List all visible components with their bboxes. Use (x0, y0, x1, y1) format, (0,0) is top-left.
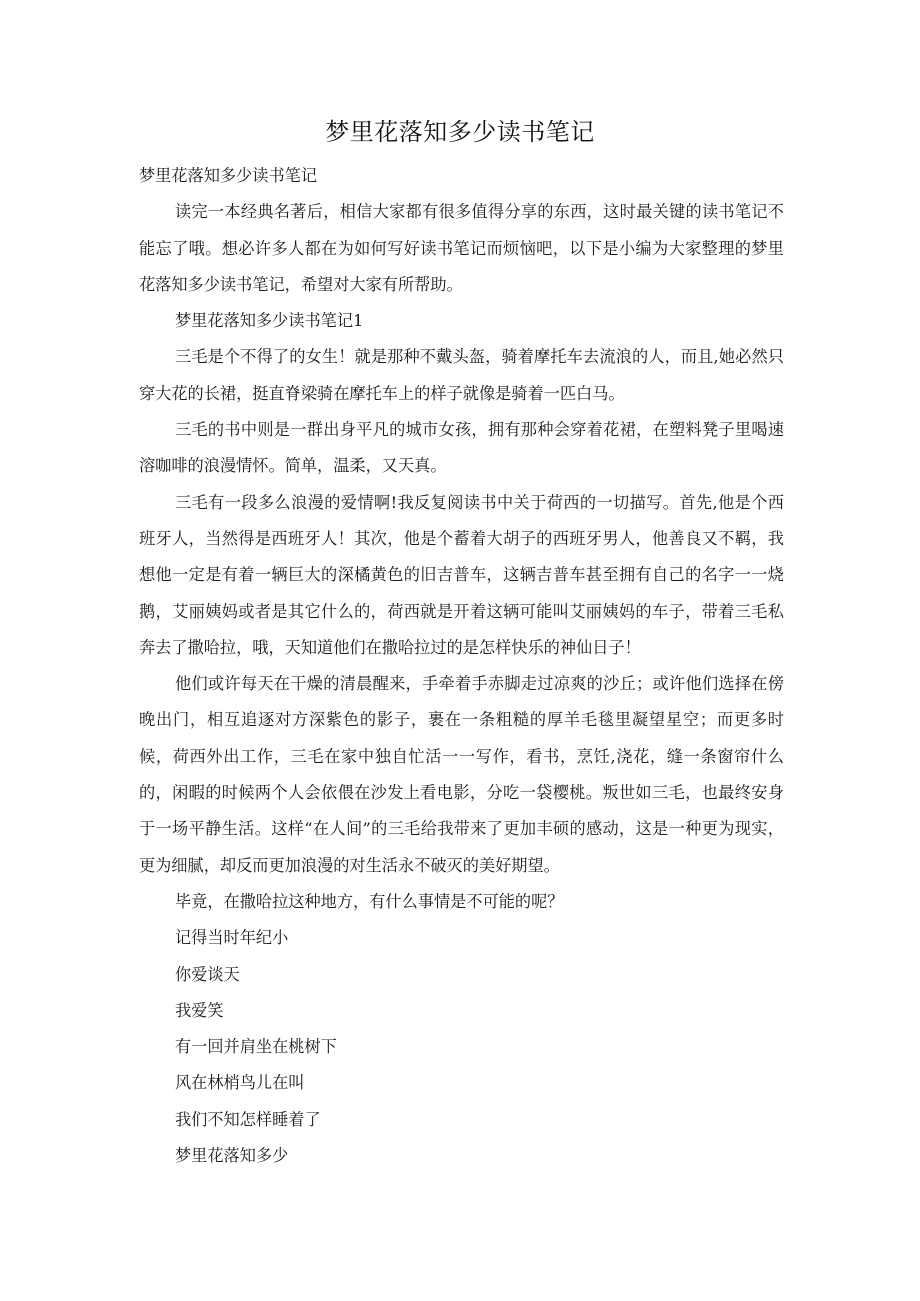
poem-line: 梦里花落知多少 (175, 1146, 289, 1166)
poem-line: 风在林梢鸟儿在叫 (175, 1073, 305, 1093)
poem-line: 我爱笑 (175, 1000, 224, 1020)
body-paragraph: 毕竟，在撒哈拉这种地方，有什么事情是不可能的呢？ (175, 891, 564, 911)
poem-line: 记得当时年纪小 (175, 928, 289, 948)
intro-paragraph: 读完一本经典名著后，相信大家都有很多值得分享的东西，这时最关键的读书笔记不能忘了哦。想必许多人都在为如何写好读书笔记而烦恼吧，以下是小编为大家整理的梦里花落知多少读书笔记，希望对大家有所帮助。 (139, 202, 784, 294)
body-paragraph: 三毛是个不得了的女生！就是那种不戴头盔，骑着摩托车去流浪的人，而且,她必然只穿大花的长裙，挺直脊梁骑在摩托车上的样子就像是骑着一匹白马。 (139, 347, 784, 403)
document-title: 梦里花落知多少读书笔记 (325, 118, 595, 146)
body-paragraph: 他们或许每天在干燥的清晨醒来，手牵着手赤脚走过凉爽的沙丘；或许他们选择在傍晚出门，相互追逐对方深紫色的影子，裹在一条粗糙的厚羊毛毯里凝望星空；而更多时候，荷西外出工作，三毛在家中独自忙活一一写作，看书，烹饪,浇花，缝一条窗帘什么的，闲暇的时候两个人会依偎在沙发上看电影，分吃一袋樱桃。叛世如三毛，也最终安身于一场平静生活。这样“在人间”的三毛给我带来了更加丰硕的感动，这是一种更为现实，更为细腻，却反而更加浪漫的对生活永不破灭的美好期望。 (139, 674, 784, 875)
poem-line: 我们不知怎样睡着了 (175, 1109, 321, 1129)
section-title: 梦里花落知多少读书笔记1 (175, 311, 364, 331)
heading-line: 梦里花落知多少读书笔记 (139, 166, 318, 185)
document-body (139, 158, 784, 1174)
body-paragraph: 三毛有一段多么浪漫的爱情啊!我反复阅读书中关于荷西的一切描写。首先,他是个西班牙人，当然得是西班牙人！其次，他是个蓄着大胡子的西班牙男人，他善良又不羁，我想他一定是有着一辆巨大的深橘黄色的旧吉普车，这辆吉普车甚至拥有自己的名字一一烧鹅，艾丽姨妈或者是其它什么的，荷西就是开着这辆可能叫艾丽姨妈的车子，带着三毛私奔去了撒哈拉，哦，天知道他们在撒哈拉过的是怎样快乐的神仙日子！ (139, 492, 784, 657)
poem-line: 你爱谈天 (175, 964, 240, 984)
body-paragraph: 三毛的书中则是一群出身平凡的城市女孩，拥有那种会穿着花裙，在塑料凳子里喝速溶咖啡的浪漫情怀。简单，温柔，又天真。 (139, 420, 784, 476)
poem-line: 有一回并肩坐在桃树下 (175, 1037, 337, 1057)
